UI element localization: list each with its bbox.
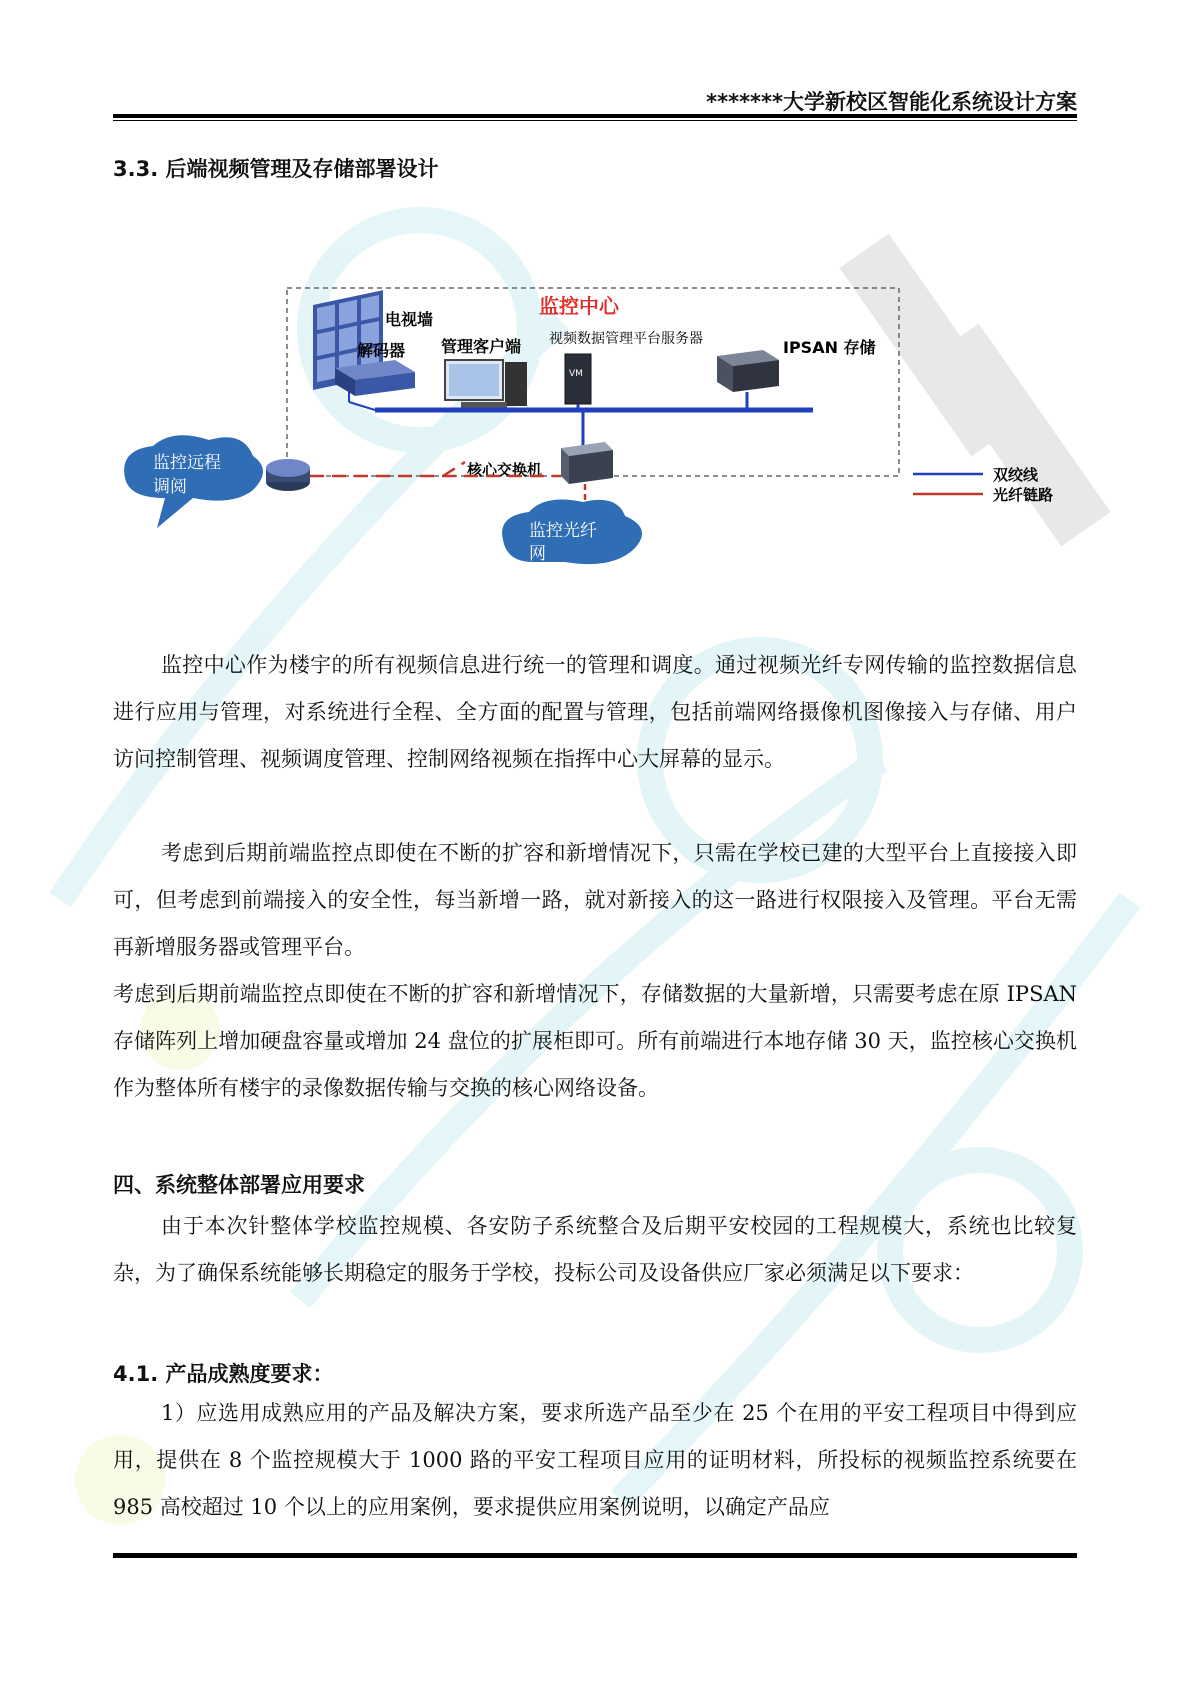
section-4-heading: 四、系统整体部署应用要求 [113,1173,365,1197]
router-icon [266,459,310,491]
fiber-line1: 监控光纤 [529,521,597,541]
header-rule-thin [113,120,1077,121]
footer-rule [113,1553,1077,1558]
paragraph-2: 考虑到后期前端监控点即使在不断的扩容和新增情况下，只需在学校已建的大型平台上直接接入即可，但考虑到前端接入的安全性，每当新增一路，就对新接入的这一路进行权限接入及管理。平台无需再新增服务器或管理平台。 [113,841,1077,959]
ipsan-label: IPSAN 存储 [783,338,876,357]
section-3-3-heading: 3.3. 后端视频管理及存储部署设计 [113,157,439,181]
section-4-1-heading: 4.1. 产品成熟度要求： [113,1362,334,1386]
section-4-1-item-1: 1）应选用成熟应用的产品及解决方案，要求所选产品至少在 25 个在用的平安工程项目中得到应用，提供在 8 个监控规模大于 1000 路的平安工程项目应用的证明材料，所投标的视频监控系统要在 985 高校超过 10 个以上的应用案例，要求提供应用案例说明，以确定产品应 [113,1401,1077,1519]
svg-text:VM: VM [569,369,583,379]
legend-twisted-pair: 双绞线 [993,466,1039,484]
legend-fiber-link: 光纤链路 [993,486,1054,504]
header-rule [113,114,1077,118]
remote-line2: 调阅 [153,477,187,497]
remote-line1: 监控远程 [153,453,221,473]
core-switch-icon [561,442,613,484]
core-switch-label: 核心交换机 [467,461,543,479]
fiber-line2: 网 [529,544,546,564]
server-icon [565,354,591,404]
decoder-label: 解码器 [357,341,406,360]
management-client-icon [445,360,527,408]
ipsan-storage-icon [717,350,779,392]
server-label: 视频数据管理平台服务器 [549,331,703,347]
section-4-intro: 由于本次针整体学校监控规模、各安防子系统整合及后期平安校园的工程规模大，系统也比较复杂，为了确保系统能够长期稳定的服务于学校，投标公司及设备供应厂家必须满足以下要求： [113,1214,1077,1285]
paragraph-1: 监控中心作为楼宇的所有视频信息进行统一的管理和调度。通过视频光纤专网传输的监控数据信息进行应用与管理，对系统进行全程、全方面的配置与管理，包括前端网络摄像机图像接入与存储、用户访问控制管理、视频调度管理、控制网络视频在指挥中心大屏幕的显示。 [113,653,1077,771]
network-diagram [113,280,1077,600]
tv-wall-label: 电视墙 [385,310,434,329]
paragraph-3: 考虑到后期前端监控点即使在不断的扩容和新增情况下，存储数据的大量新增，只需要考虑在原 IPSAN 存储阵列上增加硬盘容量或增加 24 盘位的扩展柜即可。所有前端进行本地存储 30 天，监控核心交换机作为整体所有楼宇的录像数据传输与交换的核心网络设备。 [113,982,1078,1100]
control-center-title: 监控中心 [539,294,619,318]
remote-cloud [124,435,263,528]
management-client-label: 管理客户端 [441,337,522,356]
page-header: *******大学新校区智能化系统设计方案 [706,90,1077,114]
